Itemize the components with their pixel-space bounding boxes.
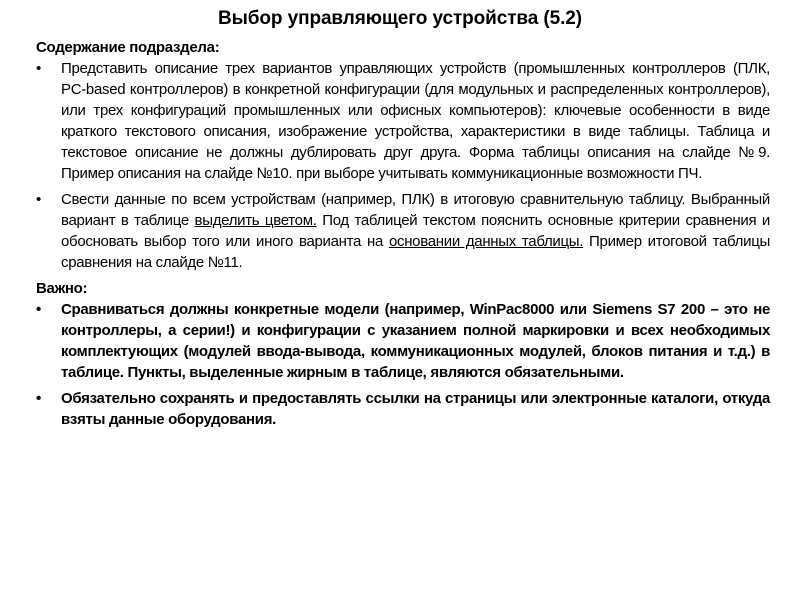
list-item: [36, 299, 770, 383]
list-item-text: Сравниваться должны конкретные модели (например, WinPac8000 или Siemens S7 200 – это не контроллеры, а серии!) и конфигурации с указанием полной маркировки и всех необходимых комплектующих (модулей ввода-вывода, коммуникационных модулей, блоков питания и т.д.) в таблице. Пункты, выделенные жирным в таблице, являются обязательными.: [61, 301, 770, 381]
bullet-icon: •: [36, 390, 41, 407]
underlined-text: выделить цветом.: [194, 212, 317, 229]
slide-content: [36, 37, 770, 435]
list-item: [36, 58, 770, 184]
contents-list: [36, 58, 770, 273]
text-segment: Пример итоговой таблицы сравнения на слайде №11.: [61, 233, 770, 271]
list-item-text: Обязательно сохранять и предоставлять ссылки на страницы или электронные каталоги, откуда взяты данные оборудования.: [61, 390, 770, 428]
list-item-text: [61, 191, 770, 271]
list-item: [36, 189, 770, 273]
slide-title: Выбор управляющего устройства (5.2): [218, 8, 582, 29]
bullet-icon: •: [36, 191, 41, 208]
section-heading-contents: Содержание подраздела:: [36, 39, 220, 56]
list-item-text: Представить описание трех вариантов управляющих устройств (промышленных контроллеров (ПЛК, PC-based контроллеров) в конкретной конфигурации (для модульных и распределенных контроллеров), или трех конфигураций промышленных или офисных компьютеров): ключевые особенности в виде краткого текстового описания, изображение устройства, характеристики в виде таблицы. Таблица и текстовое описание не должны дублировать друг друга. Форма таблицы описания на слайде №9. Пример описания на слайде №10. при выборе учитывать коммуникационные возможности ПЧ.: [61, 60, 770, 182]
section-heading-important: Важно:: [36, 280, 88, 297]
text-segment: Свести данные по всем устройствам (например, ПЛК) в итоговую сравнительную таблицу. Выбранный вариант в таблице: [61, 191, 770, 229]
text-segment: Под таблицей текстом пояснить основные критерии сравнения и обосновать выбор того или иного варианта на: [61, 212, 770, 250]
important-list: [36, 299, 770, 430]
bullet-icon: •: [36, 301, 41, 318]
underlined-text: основании данных таблицы.: [388, 233, 584, 250]
bullet-icon: •: [36, 60, 41, 77]
list-item: [36, 388, 770, 430]
